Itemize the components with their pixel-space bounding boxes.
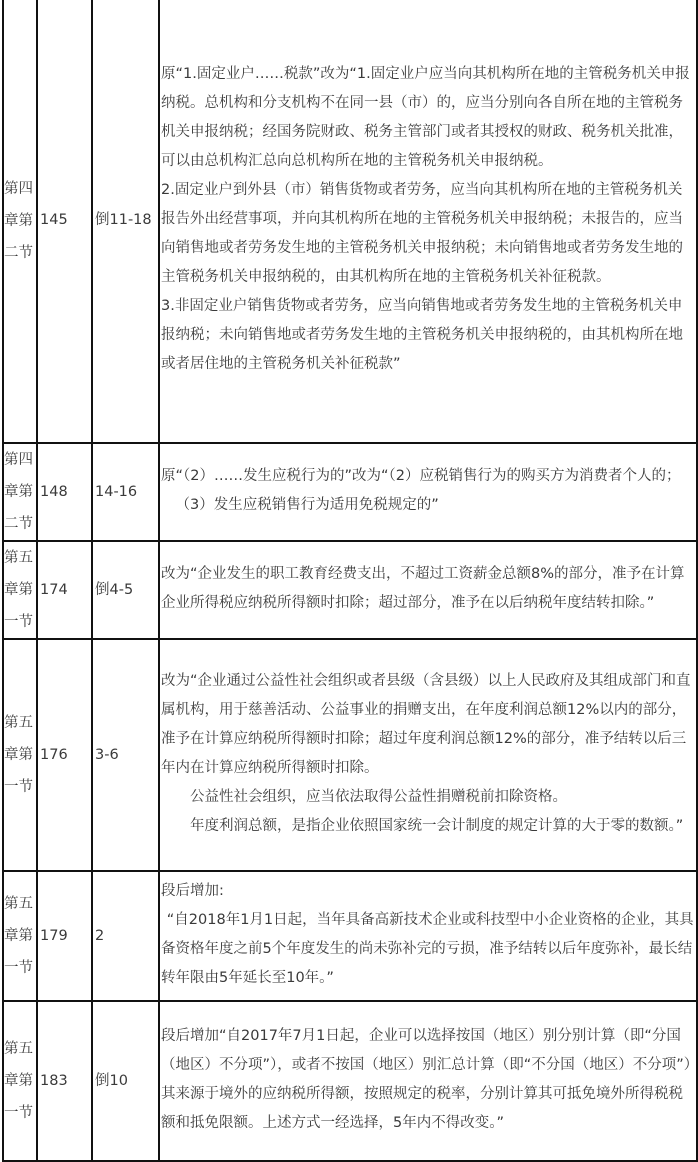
paragraph: 改为“企业通过公益性社会组织或者县级（含县级）以上人民政府及其组成部门和直属机构，用于慈善活动、公益事业的捐赠支出，在年度利润总额12%以内的部分，准予在计算应纳税所得额时扣除；超过年度利润总额12%的部分，准予结转以后三年内在计算应纳税所得额时扣除。 bbox=[161, 673, 691, 776]
revision-table bbox=[2, 0, 698, 1162]
page-cell: 179 bbox=[37, 871, 92, 1001]
paragraph: 段后增加: bbox=[161, 883, 224, 899]
chapter-cell: 第四章第二节 bbox=[3, 443, 37, 541]
paragraph: 段后增加“自2017年7月1日起，企业可以选择按国（地区）别分别计算（即“分国（地区）不分项”），或者不按国（地区）别汇总计算（即“不分国（地区）不分项”）其来源于境外的应纳税所得额，按照规定的税率，分别计算其可抵免境外所得税税额和抵免限额。上述方式一经选择，5年内不得改变。” bbox=[161, 1028, 692, 1131]
paragraph: 3.非固定业户销售货物或者劳务，应当向销售地或者劳务发生地的主管税务机关申报纳税；未向销售地或者劳务发生地的主管税务机关申报纳税的，由其机构所在地或者居住地的主管税务机关补征税款” bbox=[161, 298, 683, 372]
page-cell: 176 bbox=[37, 639, 92, 871]
content-cell bbox=[159, 871, 697, 1001]
page-cell: 148 bbox=[37, 443, 92, 541]
table-row bbox=[3, 871, 697, 1001]
content-cell bbox=[159, 639, 697, 871]
lines-cell: 14-16 bbox=[92, 443, 159, 541]
paragraph: 公益性社会组织，应当依法取得公益性捐赠税前扣除资格。 bbox=[190, 789, 567, 805]
page-cell: 174 bbox=[37, 541, 92, 639]
paragraph: “自2018年1月1日起，当年具备高新技术企业或科技型中小企业资格的企业，其具备资格年度之前5个年度发生的尚未弥补完的亏损，准予结转以后年度弥补，最长结转年限由5年延长至10年。” bbox=[161, 912, 694, 986]
lines-cell: 2 bbox=[92, 871, 159, 1001]
table-row bbox=[3, 541, 697, 639]
lines-cell: 倒4-5 bbox=[92, 541, 159, 639]
paragraph: （3）发生应税销售行为适用免税规定的” bbox=[175, 497, 439, 513]
chapter-cell: 第五章第一节 bbox=[3, 871, 37, 1001]
chapter-cell: 第五章第一节 bbox=[3, 541, 37, 639]
table-row bbox=[3, 0, 697, 443]
content-cell bbox=[159, 0, 697, 443]
table-row bbox=[3, 639, 697, 871]
chapter-cell: 第四章第二节 bbox=[3, 0, 37, 443]
paragraph: 年度利润总额，是指企业依照国家统一会计制度的规定计算的大于零的数额。” bbox=[190, 818, 684, 834]
content-cell bbox=[159, 443, 697, 541]
content-cell bbox=[159, 541, 697, 639]
paragraph: 2.固定业户到外县（市）销售货物或者劳务，应当向其机构所在地的主管税务机关报告外出经营事项，并向其机构所在地的主管税务机关申报纳税；未报告的，应当向销售地或者劳务发生地的主管税务机关申报纳税；未向销售地或者劳务发生地的主管税务机关申报纳税的，由其机构所在地的主管税务机关补征税款。 bbox=[161, 182, 683, 285]
lines-cell: 倒10 bbox=[92, 1001, 159, 1161]
page-cell: 145 bbox=[37, 0, 92, 443]
lines-cell: 3-6 bbox=[92, 639, 159, 871]
table-row bbox=[3, 1001, 697, 1161]
table-row bbox=[3, 443, 697, 541]
paragraph: 原“（2）……发生应税行为的”改为“（2）应税销售行为的购买方为消费者个人的； bbox=[161, 468, 681, 484]
lines-cell: 倒11-18 bbox=[92, 0, 159, 443]
chapter-cell: 第五章第一节 bbox=[3, 1001, 37, 1161]
page-cell: 183 bbox=[37, 1001, 92, 1161]
paragraph: 原“1.固定业户……税款”改为“1.固定业户应当向其机构所在地的主管税务机关申报纳税。总机构和分支机构不在同一县（市）的，应当分别向各自所在地的主管税务机关申报纳税；经国务院财政、税务主管部门或者其授权的财政、税务机关批准，可以由总机构汇总向总机构所在地的主管税务机关申报纳税。 bbox=[161, 66, 690, 169]
chapter-cell: 第五章第一节 bbox=[3, 639, 37, 871]
content-cell bbox=[159, 1001, 697, 1161]
paragraph: 改为“企业发生的职工教育经费支出，不超过工资薪金总额8%的部分，准予在计算企业所得税应纳税所得额时扣除；超过部分，准予在以后纳税年度结转扣除。” bbox=[161, 566, 685, 611]
